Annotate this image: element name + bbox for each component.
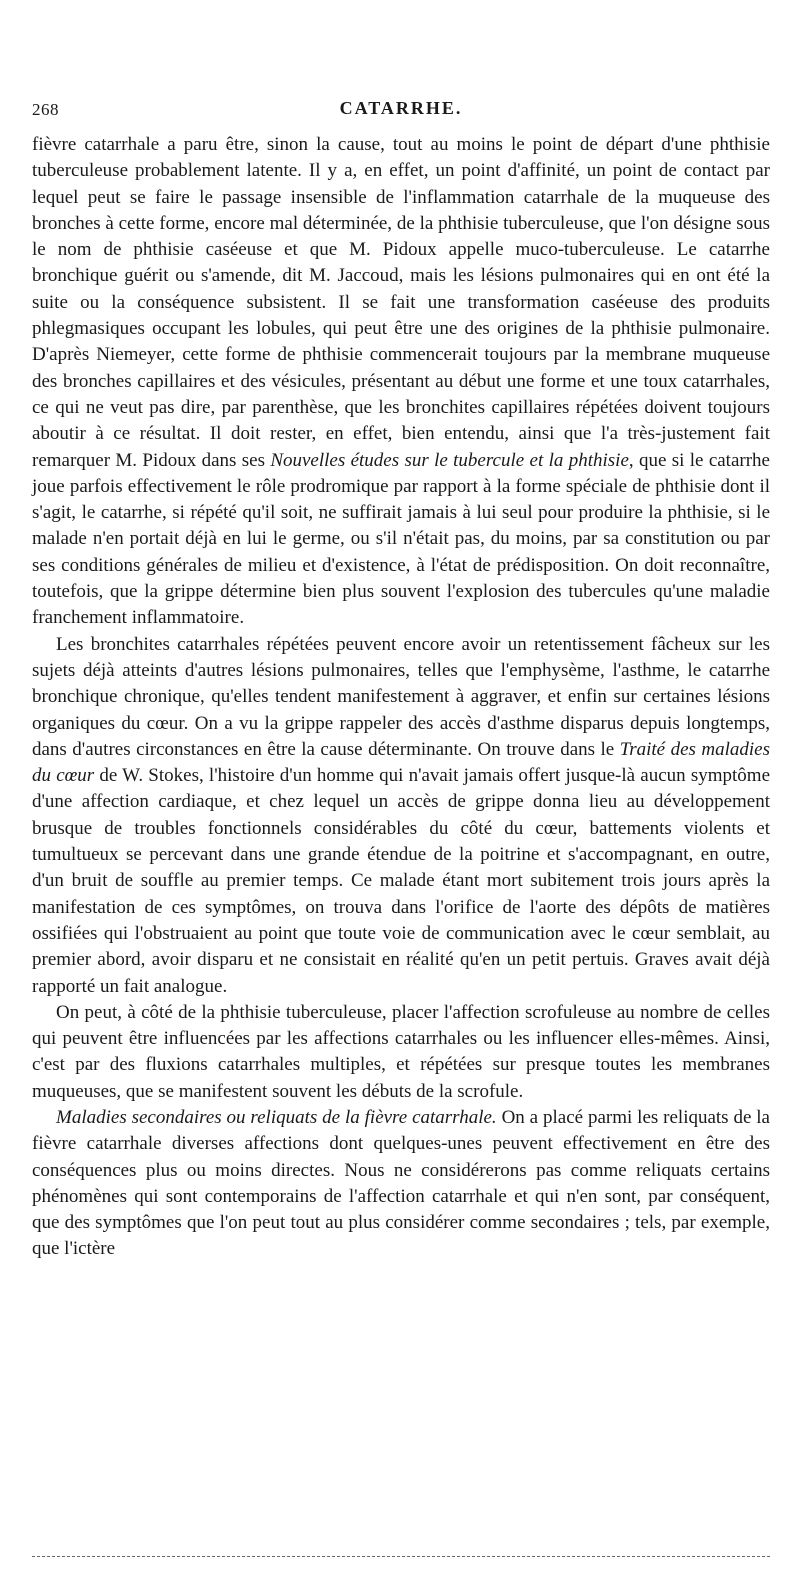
footer-rule <box>32 1556 770 1557</box>
italic-title: Traité des maladies du cœur <box>32 738 770 787</box>
paragraph <box>32 1000 770 1105</box>
page-number: 268 <box>32 100 59 119</box>
text-run: fièvre catarrhale a paru être, sinon la cause, tout au moins le point de départ d'une phthisie tuberculeuse probablement latente. Il y a, en effet, un point d'affinité, un point de contact par lequel peut se faire le passage insensible de l'inflammation catarrhale de la muqueuse des bronches à cette forme, encore mal déterminée, de la phthisie tuberculeuse, que l'on désigne sous le nom de phthisie caséeuse et que M. Pidoux appelle muco-tuberculeuse. Le catarrhe bronchique guérit ou s'amende, dit M. Jaccoud, mais les lésions pulmonaires qui en ont été la suite ou la conséquence subsistent. Il se fait une transformation caséeuse des produits phlegmasiques occupant les lobules, qui peut être une des origines de la phthisie pulmonaire. D'après Niemeyer, cette forme de phthisie commencerait toujours par la membrane muqueuse des bronches capillaires et des vésicules, présentant au début une forme et une toux catarrhales, ce qui ne veut pas dire, par parenthèse, que les bronchites capillaires répétées doivent toujours aboutir à ce résultat. Il doit rester, en effet, bien entendu, ainsi que l'a très-justement fait remarquer M. Pidoux dans ses <box>32 134 770 471</box>
text-run: , que si le catarrhe joue parfois effectivement le rôle prodromique par rapport à la forme spéciale de phthisie dont il s'agit, le catarrhe, si répété qu'il soit, ne suffirait jamais à lui seul pour produire la phthisie, si le malade n'en portait déjà en lui le germe, ou s'il n'était pas, du moins, par sa constitution ou par ses conditions générales de milieu et d'existence, à l'état de prédisposition. On doit reconnaître, toutefois, que la grippe détermine bien plus souvent l'explosion des tubercules qu'une maladie franchement inflammatoire. <box>32 449 770 629</box>
text-run: de W. Stokes, l'histoire d'un homme qui n'avait jamais offert jusque-là aucun symptôme d'une affection cardiaque, et chez lequel un accès de grippe donna lieu au développement brusque de troubles fonctionnels considérables du côté du cœur, battements violents et tumultueux se percevant dans une grande étendue de la poitrine et s'accompagnant, en outre, d'un bruit de souffle au premier temps. Ce malade étant mort subitement trois jours après la manifestation de ces symptômes, on trouva dans l'orifice de l'aorte des dépôts de matières ossifiées qui l'obstruaient au point que toute voie de communication avec le cœur semblait, au premier abord, avoir disparu et ne consistait en réalité qu'en un petit pertuis. Graves avait déjà rapporté un fait analogue. <box>32 765 771 997</box>
text-run: Les bronchites catarrhales répétées peuvent encore avoir un retentissement fâcheux sur les sujets déjà atteints d'autres lésions pulmonaires, telles que l'emphysème, l'asthme, le catarrhe bronchique chronique, qu'elles tendent manifestement à aggraver, et enfin sur certaines lésions organiques du cœur. On a vu la grippe rappeler des accès d'asthme disparus depuis longtemps, dans d'autres circonstances en être la cause déterminante. On trouve dans le <box>32 633 770 760</box>
paragraph <box>32 632 770 1000</box>
text-run: On a placé parmi les reliquats de la fièvre catarrhale diverses affections dont quelques-unes peuvent effectivement en être des conséquences plus ou moins directes. Nous ne considérerons pas comme reliquats certains phénomènes qui sont contemporains de l'affection catarrhale et qui n'en sont, par conséquent, que des symptômes que l'on peut tout au plus considérer comme secondaires ; tels, par exemple, que l'ictère <box>32 1106 770 1260</box>
paragraph <box>32 132 770 632</box>
text-run: On peut, à côté de la phthisie tuberculeuse, placer l'affection scrofuleuse au nombre de celles qui peuvent être influencées par les affections catarrhales ou les influencer elles-mêmes. Ainsi, c'est par des fluxions catarrhales multiples, et répétées sur presque toutes les membranes muqueuses, que se manifestent souvent les débuts de la scrofule. <box>32 1001 770 1102</box>
running-title: CATARRHE. <box>339 98 463 118</box>
page-header <box>32 96 770 130</box>
book-page <box>32 96 770 1263</box>
paragraph <box>32 1105 770 1263</box>
italic-title: Nouvelles études sur le tubercule et la phthisie <box>270 449 629 471</box>
section-heading: Maladies secondaires ou reliquats de la fièvre catarrhale. <box>56 1106 497 1128</box>
body-text <box>32 132 770 1263</box>
